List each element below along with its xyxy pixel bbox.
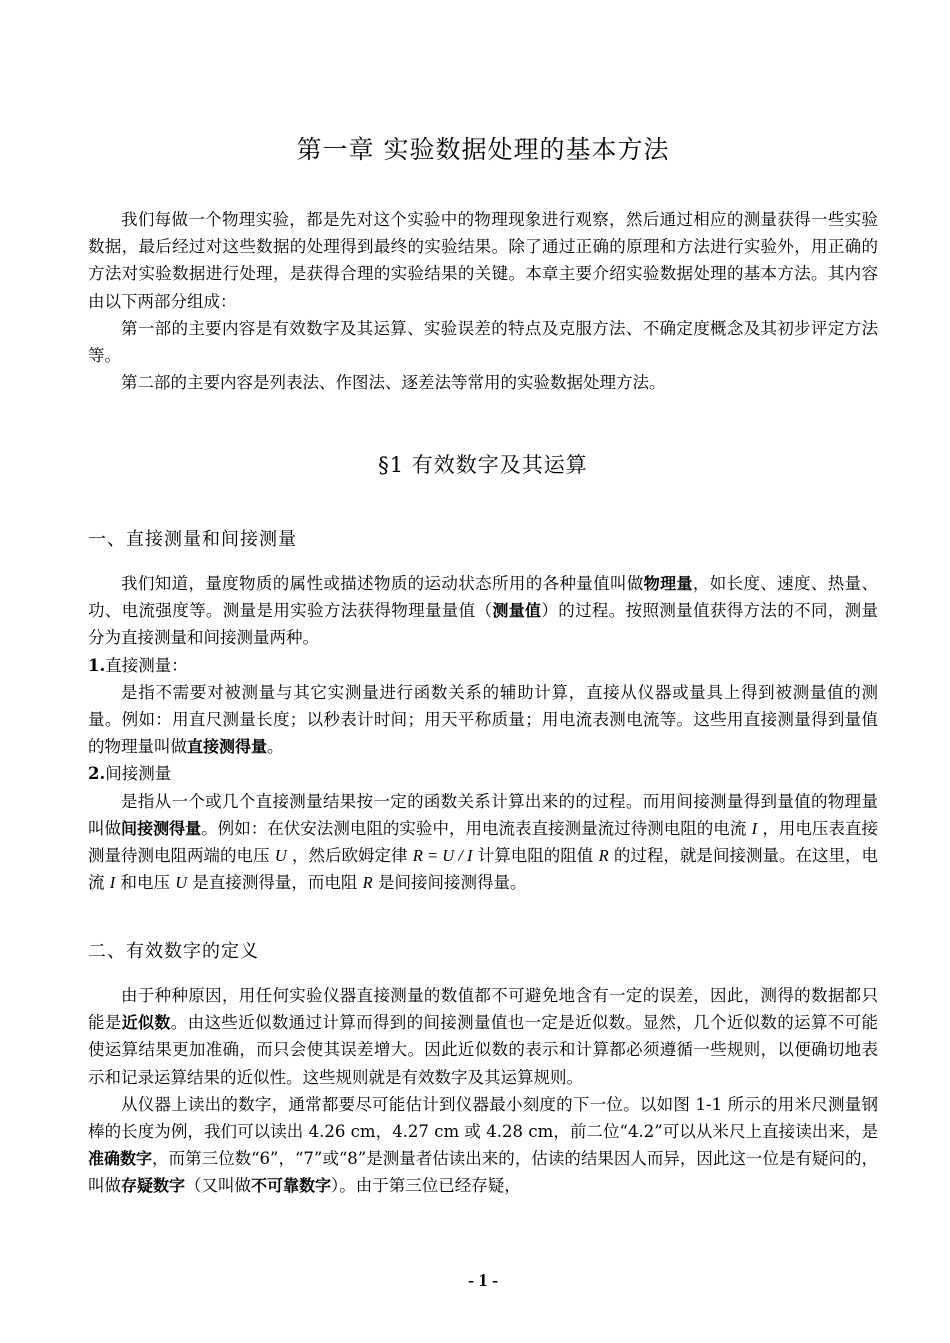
part2-block [88, 938, 878, 1200]
part1-paragraph-1 [88, 570, 878, 652]
text-run: 由于种种原因，用任何实验仪器直接测量的数值都不可避免地含有一定的误差，因此，测得的数据都只能是 [88, 986, 878, 1033]
term-measured-value: 测量值 [492, 601, 542, 621]
text-run: 是指从一个或几个直接测量结果按一定的函数关系计算出来的的过程。而用间接测量得到量值的物理量叫做 [88, 791, 878, 838]
ohms-law-formula: R = U / I [412, 846, 473, 866]
section-title: §1 有效数字及其运算 [378, 453, 588, 477]
text-run: ，然后欧姆定律 [286, 846, 413, 866]
variable-U: U [175, 873, 188, 893]
term-indirect-measured-quantity: 间接测得量 [121, 818, 202, 838]
heading-number: 1. [88, 655, 106, 675]
text-run: ，用电压表直接测量待测电阻两端的电压 [88, 818, 878, 866]
part1-block [88, 526, 878, 896]
heading-text: 直接测量： [105, 655, 188, 675]
variable-R: R [598, 846, 609, 866]
term-approximate-number: 近似数 [121, 1013, 171, 1033]
part1-heading: 一、直接测量和间接测量 [88, 529, 297, 550]
subheading-direct-measurement [88, 652, 878, 679]
variable-I: I [751, 818, 758, 838]
text-run: 是直接测得量，而电阻 [187, 873, 363, 893]
text-run: （又叫做 [185, 1176, 252, 1196]
page-number: - 1 - [468, 1270, 498, 1290]
text-run: ，而第三位数“6”，“7”或“8”是测量者估读出来的，估读的结果因人而异，因此这一位是有疑问的，叫做 [88, 1149, 878, 1196]
intro-paragraph-2: 第一部的主要内容是有效数字及其运算、实验误差的特点及克服方法、不确定度概念及其初步评定方法等。 [88, 318, 878, 366]
part2-paragraph-2 [88, 1091, 878, 1200]
text-run: ）的过程。按照测量值获得方法的不同，测量分为直接测量和间接测量两种。 [88, 601, 878, 648]
part2-heading: 二、有效数字的定义 [88, 941, 259, 962]
part2-paragraph-1 [88, 982, 878, 1091]
term-accurate-digits: 准确数字 [88, 1149, 153, 1169]
intro-paragraph-3: 第二部的主要内容是列表法、作图法、逐差法等常用的实验数据处理方法。 [121, 373, 666, 393]
part1-paragraph-2 [88, 679, 878, 761]
text-run: 。 [267, 737, 284, 757]
text-run: 是间接间接测得量。 [372, 873, 527, 893]
part1-paragraph-3 [88, 788, 878, 897]
document-page [88, 0, 878, 1343]
text-run: 。例如：在伏安法测电阻的实验中，用电流表直接测量流过待测电阻的电流 [201, 818, 752, 838]
intro-paragraph-1: 我们每做一个物理实验，都是先对这个实验中的物理现象进行观察，然后通过相应的测量获得一些实验数据，最后经过对这些数据的处理得到最终的实验结果。除了通过正确的原理和方法进行实验外，用正确的方法对实验数据进行处理，是获得合理的实验结果的关键。本章主要介绍实验数据处理的基本方法。其内容由以下两部分组成： [88, 210, 878, 311]
chapter-title: 第一章 实验数据处理的基本方法 [296, 135, 670, 164]
term-physical-quantity: 物理量 [643, 574, 693, 593]
text-run: 。由这些近似数通过计算而得到的间接测量值也一定是近似数。显然，几个近似数的运算不可能使运算结果更加准确，而只会使其误差增大。因此近似数的表示和计算都必须遵循一些规则，以便确切地表示和记录运算结果的近似性。这些规则就是有效数字及其运算规则。 [88, 1013, 878, 1087]
text-run: 从仪器上读出的数字，通常都要尽可能估计到仪器最小刻度的下一位。以如图 1-1 所示的用米尺测量钢棒的长度为例，我们可以读出 4.26 cm，4.27 cm 或 4.28 cm，前二位“4.2”可以从米尺上直接读出来，是 [88, 1094, 878, 1142]
heading-number: 2. [88, 764, 106, 784]
variable-R: R [362, 873, 373, 893]
subheading-indirect-measurement [88, 760, 878, 787]
text-run: 我们知道，量度物质的属性或描述物质的运动状态所用的各种量值叫做 [121, 574, 644, 593]
heading-text: 间接测量 [105, 764, 172, 784]
intro-block [88, 206, 878, 396]
text-run: ）。由于第三位已经存疑， [331, 1176, 521, 1196]
text-run: 和电压 [115, 873, 176, 893]
variable-I: I [109, 873, 116, 893]
text-run: 计算电阻的阻值 [472, 846, 599, 866]
term-doubtful-digits: 存疑数字 [121, 1176, 186, 1196]
text-run: 是指不需要对被测量与其它实测量进行函数关系的辅助计算，直接从仪器或量具上得到被测量值的测量。例如：用直尺测量长度；以秒表计时间；用天平称质量；用电流表测电流等。这些用直接测量得到量值的物理量叫做 [88, 682, 878, 757]
text-run: ，如长度、速度、热量、功、电流强度等。测量是用实验方法获得物理量量值（ [88, 574, 878, 621]
term-unreliable-digits: 不可靠数字 [251, 1176, 332, 1196]
term-direct-measured-quantity: 直接测得量 [187, 737, 268, 757]
text-run: 的过程，就是间接测量。在这里，电流 [88, 846, 878, 893]
variable-U: U [274, 846, 287, 866]
